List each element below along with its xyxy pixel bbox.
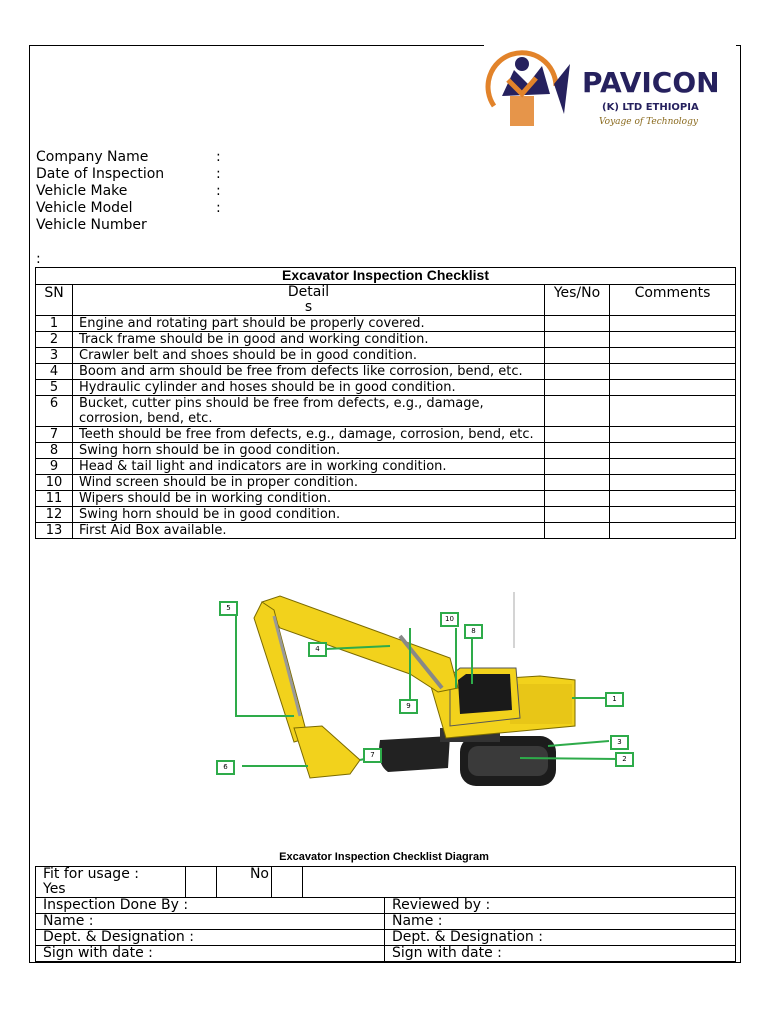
inspector-name[interactable]: Name : (36, 914, 385, 930)
info-colon: : (216, 149, 221, 165)
row-sn: 4 (36, 364, 73, 380)
header-comments: Comments (610, 285, 736, 316)
logo-tagline: Voyage of Technology (599, 117, 698, 127)
callout-label: 8 (464, 624, 483, 639)
row-detail: Swing horn should be in good condition. (73, 443, 545, 459)
row-comments-cell[interactable] (610, 396, 736, 427)
row-detail: Head & tail light and indicators are in working condition. (73, 459, 545, 475)
row-sn: 9 (36, 459, 73, 475)
row-detail: Wind screen should be in proper condition. (73, 475, 545, 491)
row-comments-cell[interactable] (610, 443, 736, 459)
company-logo (484, 44, 736, 142)
info-colon: : (216, 200, 221, 216)
checklist-row (36, 364, 736, 380)
row-detail: Boom and arm should be free from defects like corrosion, bend, etc. (73, 364, 545, 380)
row-comments-cell[interactable] (610, 332, 736, 348)
checklist-row (36, 332, 736, 348)
no-checkbox-cell[interactable] (272, 867, 303, 898)
fit-for-usage-label: Fit for usage : Yes (36, 867, 186, 898)
row-comments-cell[interactable] (610, 427, 736, 443)
rear-track (379, 736, 450, 772)
fit-blank-cell (303, 867, 736, 898)
row-sn: 11 (36, 491, 73, 507)
row-sn: 6 (36, 396, 73, 427)
callout-label: 9 (399, 699, 418, 714)
row-yesno-cell[interactable] (545, 443, 610, 459)
inspector-designation[interactable]: Dept. & Designation : (36, 930, 385, 946)
checklist-row (36, 380, 736, 396)
checklist-header (36, 285, 736, 316)
row-detail: Teeth should be free from defects, e.g., damage, corrosion, bend, etc. (73, 427, 545, 443)
row-comments-cell[interactable] (610, 348, 736, 364)
info-colon: : (216, 166, 221, 182)
callout-label: 6 (216, 760, 235, 775)
row-comments-cell[interactable] (610, 316, 736, 332)
row-yesno-cell[interactable] (545, 491, 610, 507)
checklist-row (36, 491, 736, 507)
checklist-title: Excavator Inspection Checklist (36, 268, 736, 285)
diagram-caption: Excavator Inspection Checklist Diagram (279, 851, 489, 863)
header-sn: SN (36, 285, 73, 316)
row-yesno-cell[interactable] (545, 316, 610, 332)
row-yesno-cell[interactable] (545, 507, 610, 523)
callout-label: 5 (219, 601, 238, 616)
stray-colon: : (36, 251, 41, 267)
row-comments-cell[interactable] (610, 491, 736, 507)
row-yesno-cell[interactable] (545, 348, 610, 364)
row-comments-cell[interactable] (610, 523, 736, 539)
bucket (294, 726, 360, 778)
info-label: Vehicle Model (36, 200, 133, 216)
checklist-row (36, 316, 736, 332)
row-yesno-cell[interactable] (545, 523, 610, 539)
excavator-diagram (210, 588, 650, 800)
callout-label: 2 (615, 752, 634, 767)
row-comments-cell[interactable] (610, 475, 736, 491)
row-detail: Engine and rotating part should be properly covered. (73, 316, 545, 332)
checklist-row (36, 396, 736, 427)
row-sn: 7 (36, 427, 73, 443)
info-label: Date of Inspection (36, 166, 165, 182)
row-detail: Hydraulic cylinder and hoses should be in good condition. (73, 380, 545, 396)
row-sn: 13 (36, 523, 73, 539)
yes-checkbox-cell[interactable] (186, 867, 217, 898)
checklist-row (36, 348, 736, 364)
row-comments-cell[interactable] (610, 364, 736, 380)
reviewer-designation[interactable]: Dept. & Designation : (385, 930, 736, 946)
row-detail: Track frame should be in good and working condition. (73, 332, 545, 348)
row-yesno-cell[interactable] (545, 475, 610, 491)
checklist-row (36, 427, 736, 443)
row-yesno-cell[interactable] (545, 459, 610, 475)
row-sn: 2 (36, 332, 73, 348)
row-sn: 12 (36, 507, 73, 523)
logo-name: PAVICON (582, 66, 720, 99)
row-comments-cell[interactable] (610, 459, 736, 475)
row-sn: 5 (36, 380, 73, 396)
row-sn: 3 (36, 348, 73, 364)
row-comments-cell[interactable] (610, 507, 736, 523)
inspector-sign[interactable]: Sign with date : (36, 946, 385, 962)
row-detail: Swing horn should be in good condition. (73, 507, 545, 523)
callout-label: 3 (610, 735, 629, 750)
checklist-row (36, 523, 736, 539)
row-yesno-cell[interactable] (545, 396, 610, 427)
reviewed-by[interactable]: Reviewed by : (385, 898, 736, 914)
row-detail: Bucket, cutter pins should be free from defects, e.g., damage, corrosion, bend, etc. (73, 396, 545, 427)
no-label: No (217, 867, 272, 898)
row-detail: Wipers should be in working condition. (73, 491, 545, 507)
info-colon: : (216, 183, 221, 199)
header-details: Detail s (73, 285, 545, 316)
info-label: Vehicle Make (36, 183, 128, 199)
row-yesno-cell[interactable] (545, 364, 610, 380)
row-yesno-cell[interactable] (545, 380, 610, 396)
signoff-table (35, 866, 736, 962)
row-comments-cell[interactable] (610, 380, 736, 396)
callout-label: 7 (363, 748, 382, 763)
excavator-image (254, 592, 575, 786)
callout-label: 4 (308, 642, 327, 657)
header-yesno: Yes/No (545, 285, 610, 316)
checklist-row (36, 507, 736, 523)
callout-label: 1 (605, 692, 624, 707)
reviewer-name[interactable]: Name : (385, 914, 736, 930)
info-label: Vehicle Number (36, 217, 147, 233)
row-yesno-cell[interactable] (545, 332, 610, 348)
reviewer-sign[interactable]: Sign with date : (385, 946, 736, 962)
row-sn: 1 (36, 316, 73, 332)
checklist-row (36, 459, 736, 475)
info-label: Company Name (36, 149, 149, 165)
row-sn: 10 (36, 475, 73, 491)
checklist-row (36, 443, 736, 459)
row-sn: 8 (36, 443, 73, 459)
row-yesno-cell[interactable] (545, 427, 610, 443)
row-detail: Crawler belt and shoes should be in good condition. (73, 348, 545, 364)
row-detail: First Aid Box available. (73, 523, 545, 539)
inspection-done-by[interactable]: Inspection Done By : (36, 898, 385, 914)
logo-subtitle: (K) LTD ETHIOPIA (602, 102, 699, 113)
callout-label: 10 (440, 612, 459, 627)
checklist-row (36, 475, 736, 491)
checklist-table (35, 267, 736, 539)
